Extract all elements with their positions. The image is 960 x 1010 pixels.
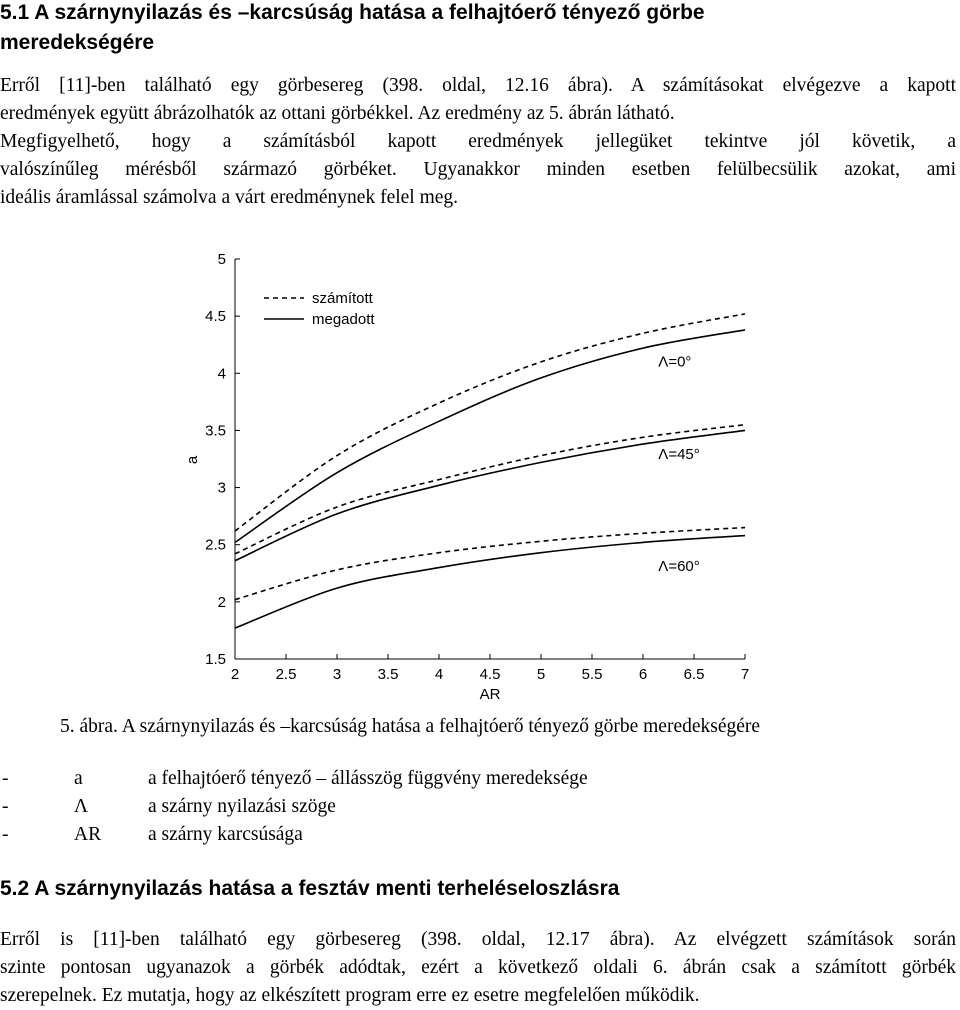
y-tick-label: 3 [217, 479, 226, 497]
y-tick-label: 4.5 [205, 308, 226, 326]
x-tick-label: 5.5 [581, 666, 603, 683]
legend-label: számított [312, 290, 373, 307]
y-tick-label: 4 [217, 365, 226, 383]
figure-caption: 5. ábra. A szárnynyilazás és –karcsúság hatása a felhajtóerő tényező görbe meredekségére [60, 716, 761, 737]
x-tick-label: 4.5 [479, 666, 501, 683]
x-axis-label: AR [479, 686, 501, 703]
paragraph-line: Erről is [11]-ben található egy görbesereg (398. oldal, 12.17 ábra). Az elvégzett számítások során [0, 929, 956, 950]
section2-paragraph [0, 926, 956, 1010]
x-tick-label: 4 [434, 666, 444, 683]
series-line-computed [235, 314, 745, 531]
section2-title: 5.2 A szárnynyilazás hatása a fesztáv menti terheléseloszlásra [0, 877, 620, 900]
section-title-line2: meredekségére [0, 31, 155, 54]
definition-symbol: Λ [74, 796, 89, 817]
curve-group-label: Λ=60° [658, 558, 700, 575]
x-tick-label: 3.5 [377, 666, 399, 683]
y-axis-label: a [184, 455, 201, 465]
definition-dash: - [2, 824, 9, 845]
x-tick-label: 7 [740, 666, 750, 683]
section-title-line1: 5.1 A szárnynyilazás és –karcsúság hatása a felhajtóerő tényező görbe [0, 1, 705, 24]
y-tick-label: 3.5 [205, 422, 226, 440]
definition-text: a szárny karcsúsága [148, 824, 303, 845]
x-tick-label: 6 [638, 666, 648, 683]
paragraph-line: ideális áramlással számolva a várt eredménynek felel meg. [0, 187, 459, 208]
legend-label: megadott [312, 311, 375, 328]
x-tick-label: 3 [332, 666, 342, 683]
definition-symbol: AR [74, 824, 102, 845]
figure-chart [172, 238, 782, 708]
x-tick-label: 5 [536, 666, 546, 683]
paragraph-line: valószínűleg mérésből származó görbéket. Ugyanakkor minden esetben felülbecsülik azokat, ami [0, 159, 956, 180]
y-tick-label: 2.5 [205, 536, 226, 554]
curve-group-label: Λ=45° [658, 446, 700, 463]
paragraph-line: Erről [11]-ben található egy görbesereg (398. oldal, 12.16 ábra). A számításokat elvégezve a kapott [0, 75, 956, 96]
definition-dash: - [2, 768, 9, 789]
paragraph-line: Megfigyelhető, hogy a számításból kapott eredmények jellegüket tekintve jól követik, a [0, 131, 956, 152]
definition-symbol: a [74, 768, 83, 789]
paragraph-line: eredmények együtt ábrázolhatók az ottani görbékkel. Az eredmény az 5. ábrán látható. [0, 103, 675, 124]
curve-group-label: Λ=0° [658, 353, 692, 371]
definition-text: a felhajtóerő tényező – állásszög függvény meredeksége [148, 768, 588, 789]
x-tick-label: 2.5 [275, 666, 297, 683]
section1-paragraph [0, 72, 956, 212]
paragraph-line: szinte pontosan ugyanazok a görbék adódtak, ezért a következő oldali 6. ábrán csak a számított görbék [0, 957, 956, 978]
paragraph-line: szerepelnek. Ez mutatja, hogy az elkészített program erre ez esetre megfelelően működik. [0, 985, 700, 1006]
y-tick-label: 5 [217, 251, 226, 268]
definition-dash: - [2, 796, 9, 817]
x-tick-label: 6.5 [683, 666, 705, 683]
y-tick-label: 2 [217, 593, 226, 611]
x-tick-label: 2 [230, 666, 240, 683]
series-line-given [235, 536, 745, 629]
y-tick-label: 1.5 [205, 651, 226, 668]
definition-text: a szárny nyilazási szöge [148, 796, 336, 817]
